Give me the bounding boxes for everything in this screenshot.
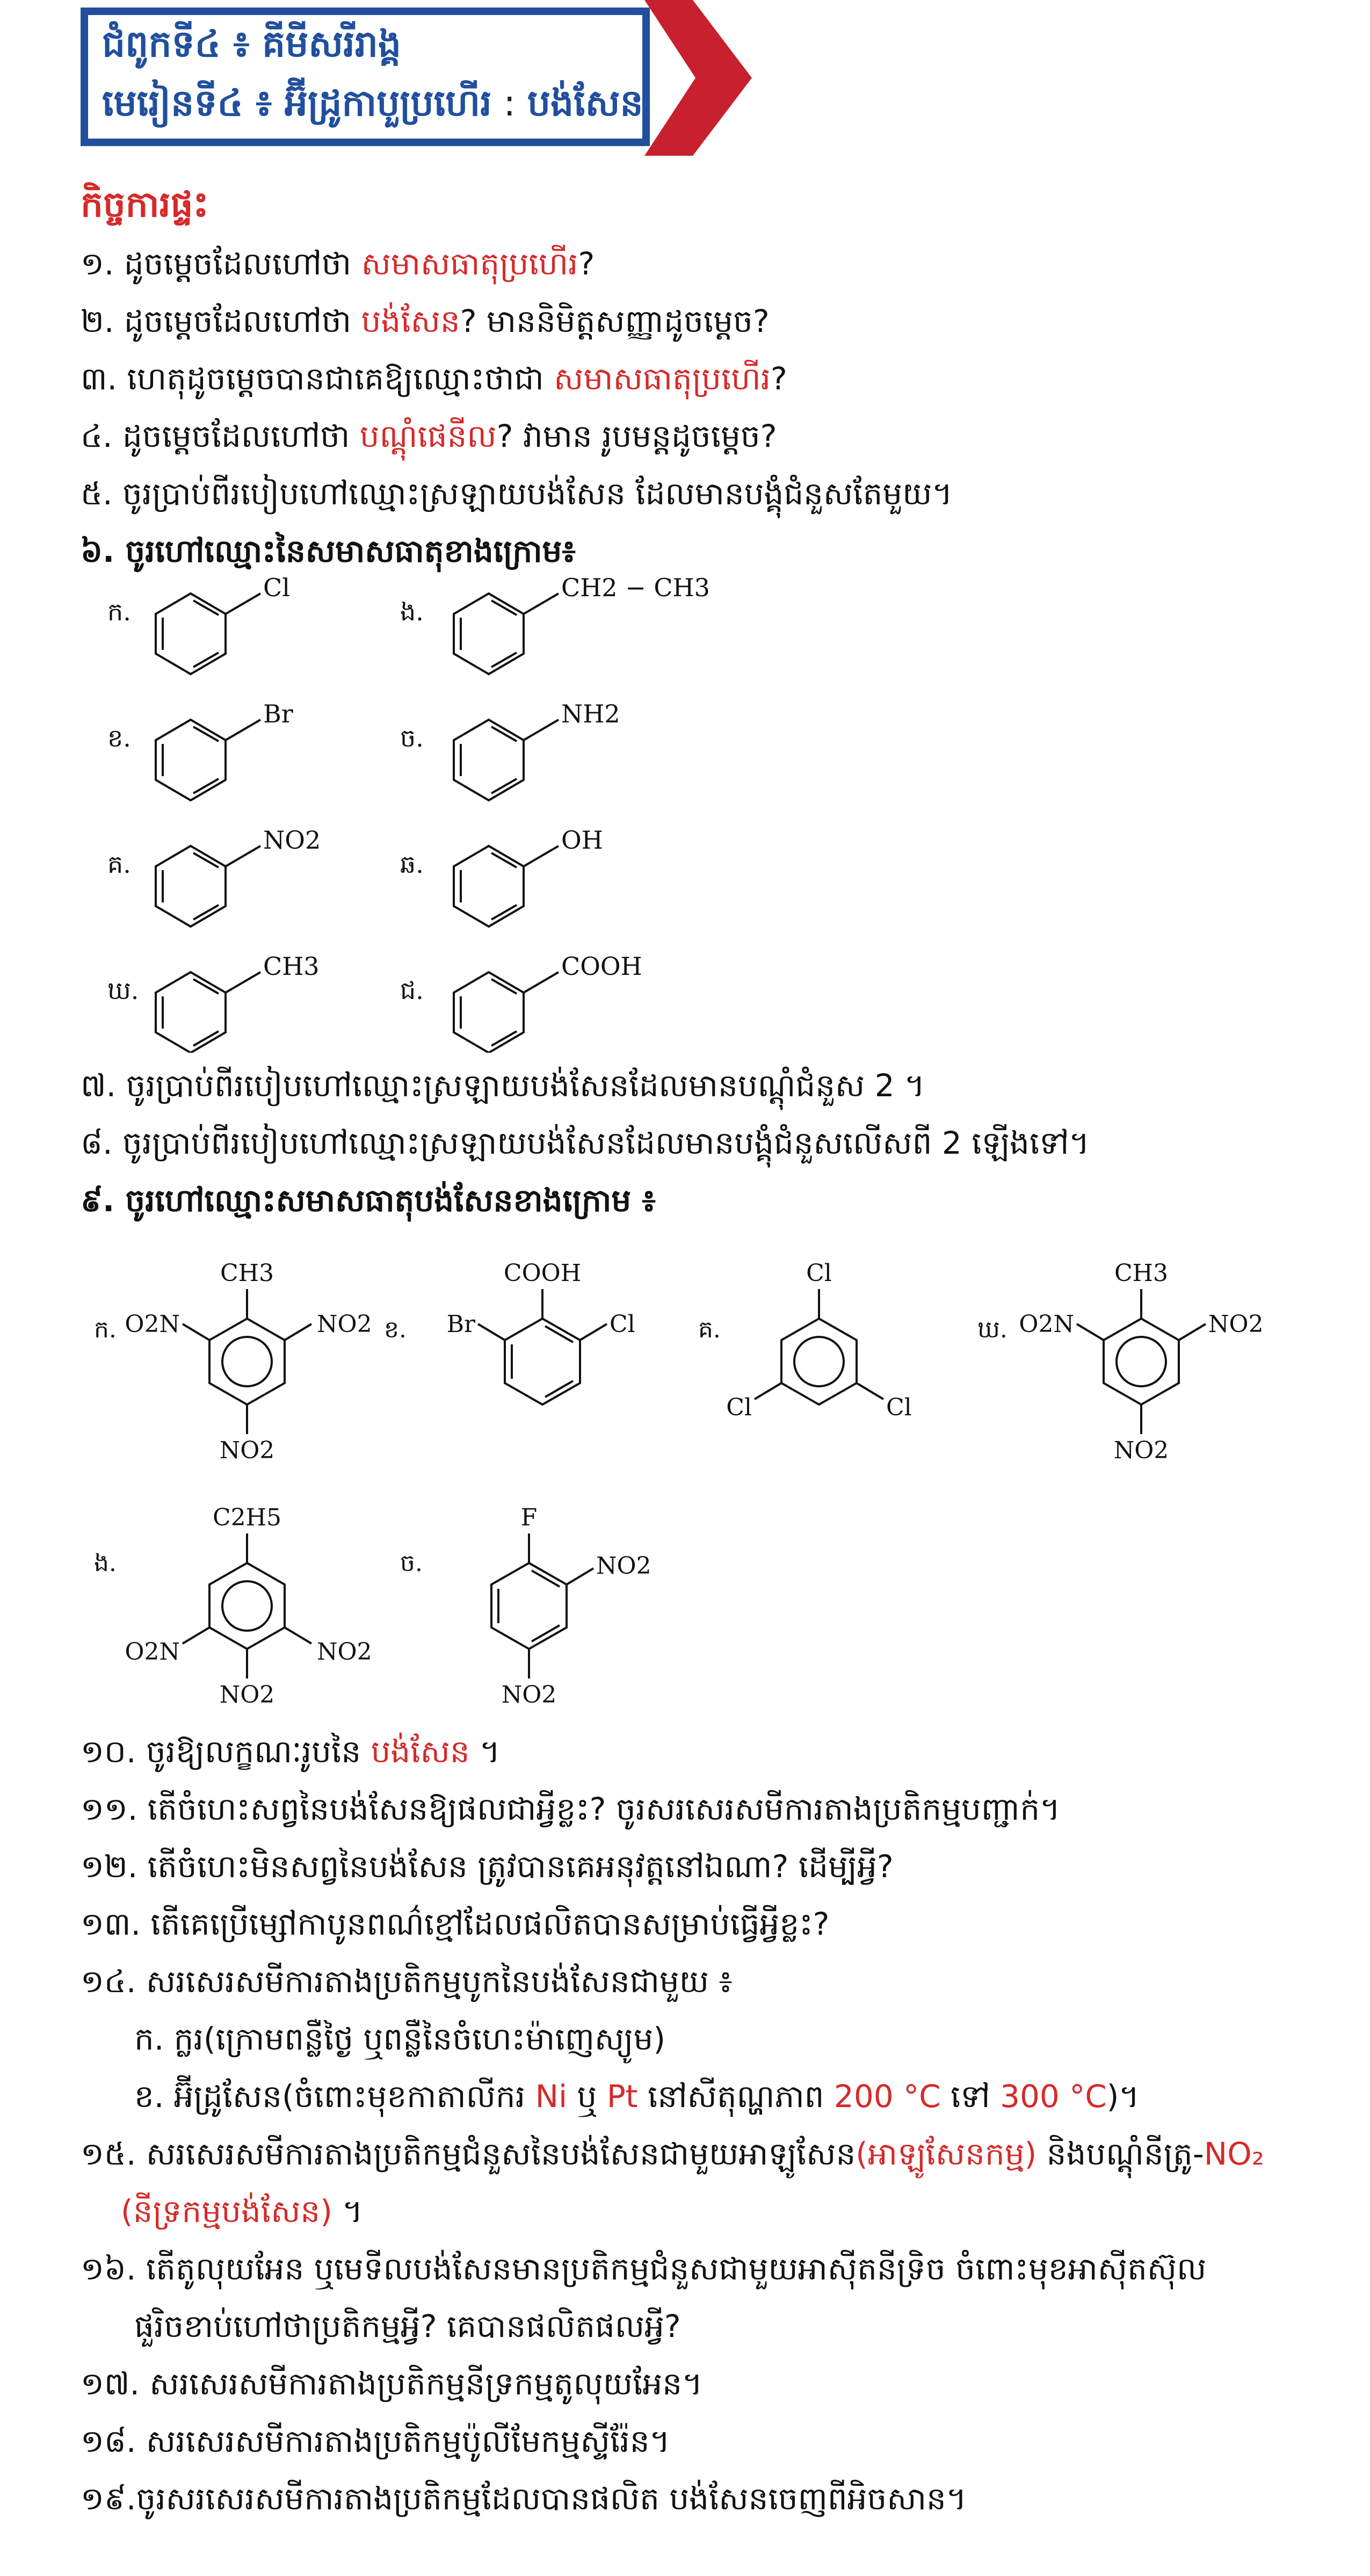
question-14b: ខ. អ៊ីដ្រូសែន(ចំពោះមុខកាតាលីករ Ni ឬ Pt នៅសីតុណ្ហភាព 200 °C ទៅ 300 °C)។ [134, 2078, 1140, 2115]
question-14a: ក. ក្លរ(ក្រោមពន្លឺថ្ងៃ ឬពន្លឺនៃចំហេះម៉ាញេស្យូម) [134, 2021, 665, 2057]
q6-sub-a: Cl [263, 573, 290, 602]
q9-d-right: NO2 [1208, 1311, 1264, 1338]
question-18: ១៨. សរសេរសមីការតាងប្រតិកម្មប៉ូលីមែកម្មស្ទីរ៉ែន។ [81, 2423, 670, 2459]
question-15-cont: (នីទ្រកម្មបង់សែន) ។ [121, 2193, 363, 2230]
q9-a-bottom: NO2 [219, 1437, 275, 1464]
q9-e-top: C2H5 [212, 1504, 282, 1531]
q9-ring-b [478, 1289, 607, 1405]
q9-e-br: NO2 [317, 1638, 372, 1666]
q9-label-a: ក. [94, 1316, 117, 1343]
q9-f-tr: NO2 [596, 1552, 651, 1580]
q9-d-bottom: NO2 [1113, 1437, 1169, 1464]
q9-ring-e [183, 1533, 311, 1678]
q9-ring-c [755, 1289, 883, 1405]
lesson-title [102, 81, 643, 134]
q6-sub-c: NO2 [263, 826, 321, 855]
q9-b-right: Cl [610, 1311, 635, 1338]
q9-b-left: Br [446, 1311, 475, 1338]
q6-sub-f: NH2 [561, 699, 620, 728]
question-9: ៩. ចូរហៅឈ្មោះសមាសធាតុបង់សែនខាងក្រោម ៖ [81, 1182, 656, 1219]
question-16: ១៦. តើតូលុយអែន ឬមេទីលបង់សែនមានប្រតិកម្មជំនួសជាមួយអាស៊ីតនីទ្រិច ចំពោះមុខអាស៊ីតស៊ុល [81, 2251, 1207, 2287]
question-15: ១៥. សរសេរសមីការតាងប្រតិកម្មជំនួសនៃបង់សែនជាមួយអាឡូសែន(អាឡូសែនកម្ម) និងបណ្តុំនីត្រូ-NO₂ [81, 2136, 1265, 2172]
q9-ring-a [183, 1289, 311, 1434]
q9-label-b: ខ. [384, 1316, 407, 1343]
chevron-banner-icon [644, 0, 757, 156]
q6-label-g: ឆ. [400, 850, 424, 879]
q9-b-top: COOH [503, 1260, 582, 1287]
question-5: ៥. ចូរប្រាប់ពីរបៀបហៅឈ្មោះស្រឡាយបង់សែន ដែលមានបង្គុំជំនួសតែមួយ។ [81, 475, 953, 512]
lesson-topic: បង់សែន [527, 82, 643, 125]
q6-sub-h: COOH [561, 952, 642, 981]
question-8: ៨. ចូរប្រាប់ពីរបៀបហៅឈ្មោះស្រឡាយបង់សែនដែលមានបង្គុំជំនួសលើសពី 2 ឡើងទៅ។ [81, 1125, 1090, 1161]
q9-e-bottom: NO2 [219, 1681, 275, 1709]
lesson-separator: : [491, 82, 527, 125]
q6-sub-g: OH [561, 826, 603, 855]
q6-sub-b: Br [263, 699, 293, 728]
q9-c-bl: Cl [726, 1394, 752, 1421]
q6-ring-e [454, 594, 559, 674]
q6-ring-a [156, 594, 260, 674]
q6-ring-c [156, 846, 260, 927]
chapter-title: ជំពូកទី៤ ៖ គីមីសរីរាង្គ [102, 23, 402, 66]
q6-ring-d [156, 972, 260, 1053]
question-19: ១៩.ចូរសរសេរសមីការតាងប្រតិកម្មដែលបានផលិត បង់សែនចេញពីអិចសាន។ [81, 2480, 967, 2517]
q9-ring-f [491, 1533, 593, 1678]
q6-label-a: ក. [107, 597, 131, 626]
q9-a-left: O2N [125, 1311, 180, 1338]
q6-ring-b [156, 720, 260, 800]
question-4: ៤. ដូចម្តេចដែលហៅថា បណ្តុំផេនីល? វាមាន រូបមន្តដូចម្តេច? [81, 418, 777, 454]
q9-a-right: NO2 [317, 1311, 372, 1338]
q9-f-top: F [520, 1504, 538, 1531]
question-12: ១២. តើចំហេះមិនសព្វនៃបង់សែន ត្រូវបានគេអនុវត្តនៅឯណា? ដើម្បីអ្វី? [81, 1848, 894, 1885]
q9-c-br: Cl [886, 1394, 912, 1421]
q9-e-bl: O2N [125, 1638, 180, 1666]
question-10: ១០. ចូរឱ្យលក្ខណៈរូបនៃ បង់សែន ។ [81, 1733, 501, 1770]
q6-label-e: ង. [400, 597, 424, 626]
q9-d-top: CH3 [1114, 1260, 1169, 1287]
question-6: ៦. ចូរហៅឈ្មោះនៃសមាសធាតុខាងក្រោម៖ [81, 533, 576, 569]
q9-ring-d [1077, 1289, 1206, 1434]
lesson-label: មេរៀនទី៤ ៖ អ៊ីដ្រូកាបួប្រហើរ [102, 82, 492, 125]
q6-sub-e: CH2 − CH3 [561, 573, 710, 602]
q6-label-d: ឃ. [107, 976, 139, 1005]
q6-label-c: គ. [107, 850, 131, 879]
question-2: ២. ដូចម្តេចដែលហៅថា បង់សែន? មាននិមិត្តសញ្ញាដូចម្តេច? [81, 303, 770, 339]
q9-a-top: CH3 [220, 1260, 274, 1287]
q6-sub-d: CH3 [263, 952, 320, 981]
question-7: ៧. ចូរប្រាប់ពីរបៀបហៅឈ្មោះស្រឡាយបង់សែនដែលមានបណ្តុំជំនួស 2 ។ [81, 1067, 925, 1104]
homework-title: កិច្ចការផ្ទះ [81, 184, 209, 225]
question-14: ១៤. សរសេរសមីការតាងប្រតិកម្មបូកនៃបង់សែនជាមួយ ៖ [81, 1963, 733, 2000]
q9-label-f: ច. [400, 1550, 423, 1577]
q6-structures [0, 569, 1370, 1053]
q6-label-f: ច. [400, 723, 424, 752]
q9-label-e: ង. [94, 1550, 117, 1577]
q9-label-d: ឃ. [977, 1316, 1007, 1343]
question-13: ១៣. តើគេប្រើម្សៅកាបូនពណ៌ខ្មៅដែលផលិតបានសម្រាប់ធ្វើអ្វីខ្លះ? [81, 1906, 830, 1942]
q6-label-h: ជ. [400, 976, 424, 1005]
q6-ring-g [454, 846, 559, 927]
q9-label-c: គ. [698, 1316, 721, 1343]
question-11: ១១. តើចំហេះសព្វនៃបង់សែនឱ្យផលជាអ្វីខ្លះ? ចូរសរសេរសមីការតាងប្រតិកម្មបញ្ជាក់។ [81, 1791, 1061, 1827]
q9-f-bottom: NO2 [501, 1681, 557, 1709]
q6-label-b: ខ. [107, 723, 131, 752]
question-17: ១៧. សរសេរសមីការតាងប្រតិកម្មនីទ្រកម្មតូលុយអែន។ [81, 2365, 703, 2402]
q9-d-left: O2N [1019, 1311, 1074, 1338]
q6-ring-h [454, 972, 559, 1053]
question-16-cont: ផួរិចខាប់ហៅថាប្រតិកម្មអ្វី? គេបានផលិតផលអ្វី? [134, 2308, 681, 2345]
q6-ring-f [454, 720, 559, 800]
question-3: ៣. ហេតុដូចម្តេចបានជាគេឱ្យឈ្មោះថាជា សមាសធាតុប្រហើរ? [81, 360, 787, 397]
q9-c-top: Cl [806, 1260, 832, 1287]
q9-structures [0, 1230, 1370, 1713]
question-1: ១. ដូចម្តេចដែលហៅថា សមាសធាតុប្រហើរ? [81, 245, 595, 282]
